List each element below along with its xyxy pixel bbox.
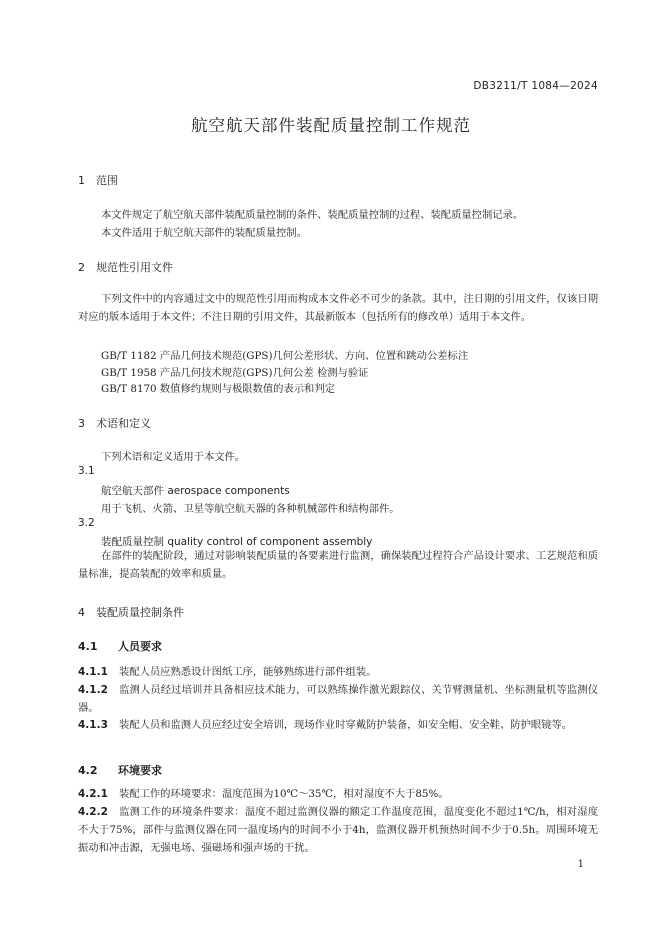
subsection-number: 4.2 [78, 764, 98, 777]
clause-number: 4.2.2 [78, 806, 108, 818]
reference-item: GB/T 1182 产品几何技术规范(GPS)几何公差形状、方向、位置和跳动公差标注 [101, 350, 469, 362]
subsection-title: 人员要求 [118, 640, 162, 653]
clause-4-1-3 [78, 716, 598, 734]
clause-4-2-1 [78, 785, 598, 803]
subsection-title: 环境要求 [118, 764, 162, 777]
clause-number: 4.1.2 [78, 684, 108, 696]
clause-4-2-2 [78, 803, 598, 857]
section-number: 1 [78, 174, 85, 187]
term-number: 3.1 [78, 465, 95, 477]
subsection-4-1-heading [78, 638, 162, 654]
paragraph: 本文件适用于航空航天部件的装配质量控制。 [101, 227, 307, 239]
reference-item: GB/T 8170 数值修约规则与极限数值的表示和判定 [101, 383, 335, 395]
paragraph: 下列术语和定义适用于本文件。 [101, 451, 246, 463]
term-number: 3.2 [78, 517, 95, 529]
section-title: 术语和定义 [96, 417, 151, 430]
clause-text: 监测工作的环境条件要求：温度不超过监测仪器的额定工作温度范围，温度变化不超过1℃/h，相对湿度不大于75%，部件与监测仪器在同一温度场内的时间不小于4h，监测仪器开机预热时间不少于0.5h。周围环境无振动和冲击源，无强电场、强磁场和强声场的干扰。 [78, 806, 598, 854]
clause-text: 装配工作的环境要求：温度范围为10℃～35℃，相对湿度不大于85%。 [119, 788, 449, 800]
clause-text: 监测人员经过培训并具备相应技术能力，可以熟练操作激光跟踪仪、关节臂测量机、坐标测量机等监测仪器。 [78, 684, 598, 714]
section-number: 2 [78, 261, 85, 274]
term-definition: 用于飞机、火箭、卫星等航空航天器的各种机械部件和结构部件。 [101, 503, 400, 515]
clause-4-1-1 [78, 663, 598, 681]
reference-item: GB/T 1958 产品几何技术规范(GPS)几何公差 检测与验证 [101, 367, 369, 379]
page-number: 1 [577, 859, 584, 870]
term-definition: 在部件的装配阶段，通过对影响装配质量的各要素进行监测，确保装配过程符合产品设计要求、工艺规范和质量标准，提高装配的效率和质量。 [78, 550, 598, 580]
term-name: 装配质量控制 quality control of component assembly [101, 536, 373, 548]
section-title: 范围 [96, 174, 118, 187]
section-3-heading [78, 415, 151, 431]
clause-4-1-2 [78, 681, 598, 717]
clause-text: 装配人员应熟悉设计图纸工序，能够熟练进行部件组装。 [119, 666, 377, 678]
section-2-heading [78, 259, 173, 275]
subsection-number: 4.1 [78, 640, 98, 653]
section-4-heading [78, 604, 184, 620]
section-title: 规范性引用文件 [96, 261, 173, 274]
paragraph: 本文件规定了航空航天部件装配质量控制的条件、装配质量控制的过程、装配质量控制记录。 [101, 209, 524, 221]
section-number: 4 [78, 606, 85, 619]
clause-number: 4.1.3 [78, 719, 108, 731]
section-number: 3 [78, 417, 85, 430]
subsection-4-2-heading [78, 762, 162, 778]
term-name: 航空航天部件 aerospace components [101, 485, 290, 497]
section-1-heading [78, 172, 118, 188]
clause-text: 装配人员和监测人员应经过安全培训，现场作业时穿戴防护装备，如安全帽、安全鞋、防护眼镜等。 [119, 719, 573, 731]
section-title: 装配质量控制条件 [96, 606, 184, 619]
clause-number: 4.1.1 [78, 666, 108, 678]
document-code: DB3211/T 1084—2024 [473, 80, 598, 92]
clause-number: 4.2.1 [78, 788, 108, 800]
document-title: 航空航天部件装配质量控制工作规范 [191, 116, 471, 135]
paragraph: 下列文件中的内容通过文中的规范性引用而构成本文件必不可少的条款。其中，注日期的引用文件，仅该日期对应的版本适用于本文件；不注日期的引用文件，其最新版本（包括所有的修改单）适用于本文件。 [78, 293, 598, 323]
